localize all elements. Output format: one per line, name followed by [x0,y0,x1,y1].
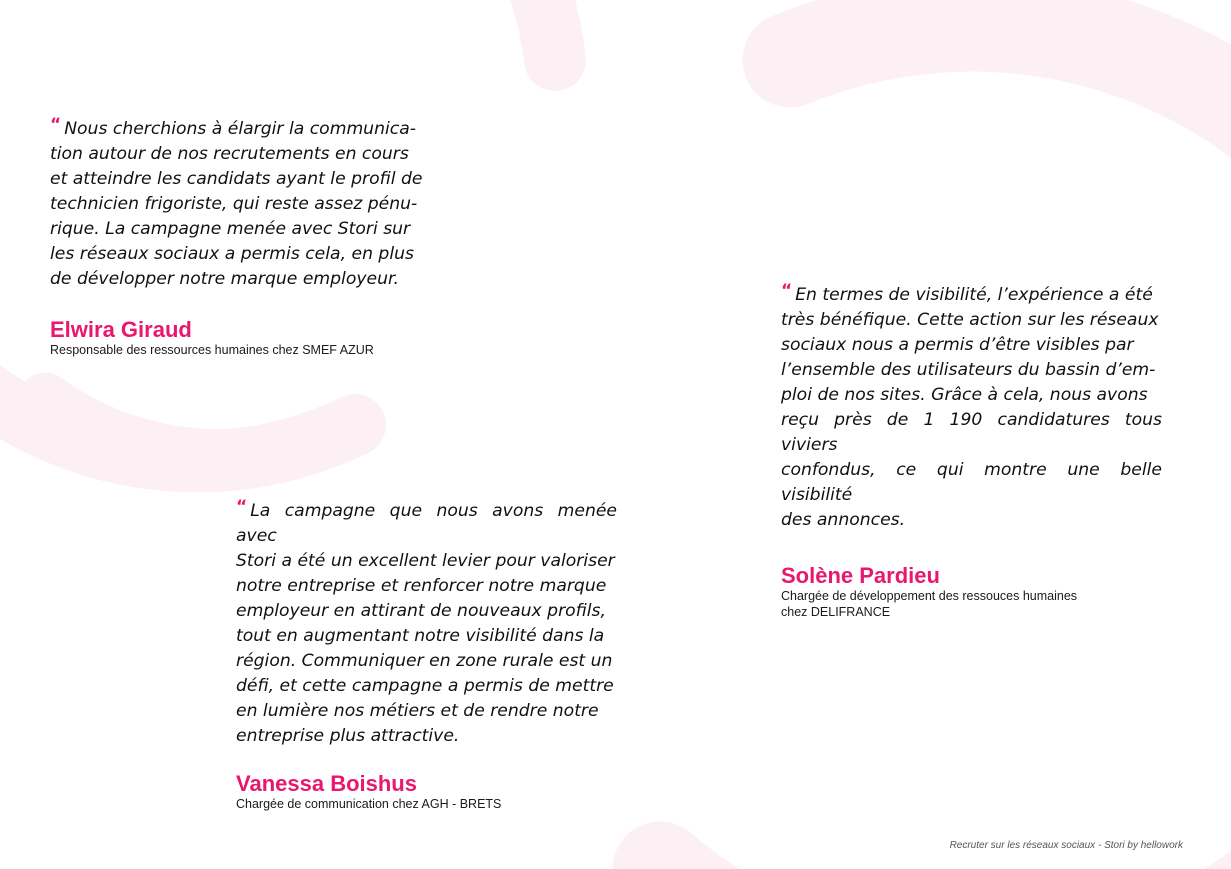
testimonial-solene-pardieu [781,283,1162,620]
author-role: Chargée de développement des ressouces humaines chez DELIFRANCE [781,589,1078,619]
author-name: Solène Pardieu [781,563,940,588]
author-role: Responsable des ressources humaines chez SMEF AZUR [50,343,374,357]
author-role: Chargée de communication chez AGH - BRETS [236,797,502,811]
quote-mark-icon: “ [781,281,793,301]
page-footer: Recruter sur les réseaux sociaux - Stori by hellowork [949,840,1183,851]
author-name: Vanessa Boishus [236,771,417,796]
quote-mark-icon: “ [236,497,248,517]
testimonial-elwira-giraud [50,117,431,358]
testimonial-quote: “ Nous cherchions à élargir la communica- tion autour de nos recrutements en cours et atteindre les candidats ayant le profil de technicien frigoriste, qui reste assez pénu- rique. La campagne menée avec Stori sur les réseaux sociaux a permis cela, en plus de développer notre marque employeur. [50,115,423,289]
background-arc-small [45,400,355,457]
author-name: Elwira Giraud [50,317,192,342]
quote-mark-icon: “ [50,115,62,135]
testimonial-vanessa-boishus [236,499,617,812]
testimonial-quote: “ En termes de visibilité, l’expérience a été très bénéfique. Cette action sur les réseaux sociaux nous a permis d’être visibles par l’ensemble des utilisateurs du bassin d’em- ploi de nos sites. Grâce à cela, nous avons reçu près de 1 190 candidatures tous viviers confondus, ce qui montre une belle visibilité des annonces. [781,281,1162,530]
testimonial-quote: “ La campagne que nous avons menée avec Stori a été un excellent levier pour valoriser notre entreprise et renforcer notre marque employeur en attirant de nouveaux profils, tout en augmentant notre visibilité dans la région. Communiquer en zone rurale est un défi, et cette campagne a permis de mettre en lumière nos métiers et de rendre notre entreprise plus attractive. [236,497,617,746]
